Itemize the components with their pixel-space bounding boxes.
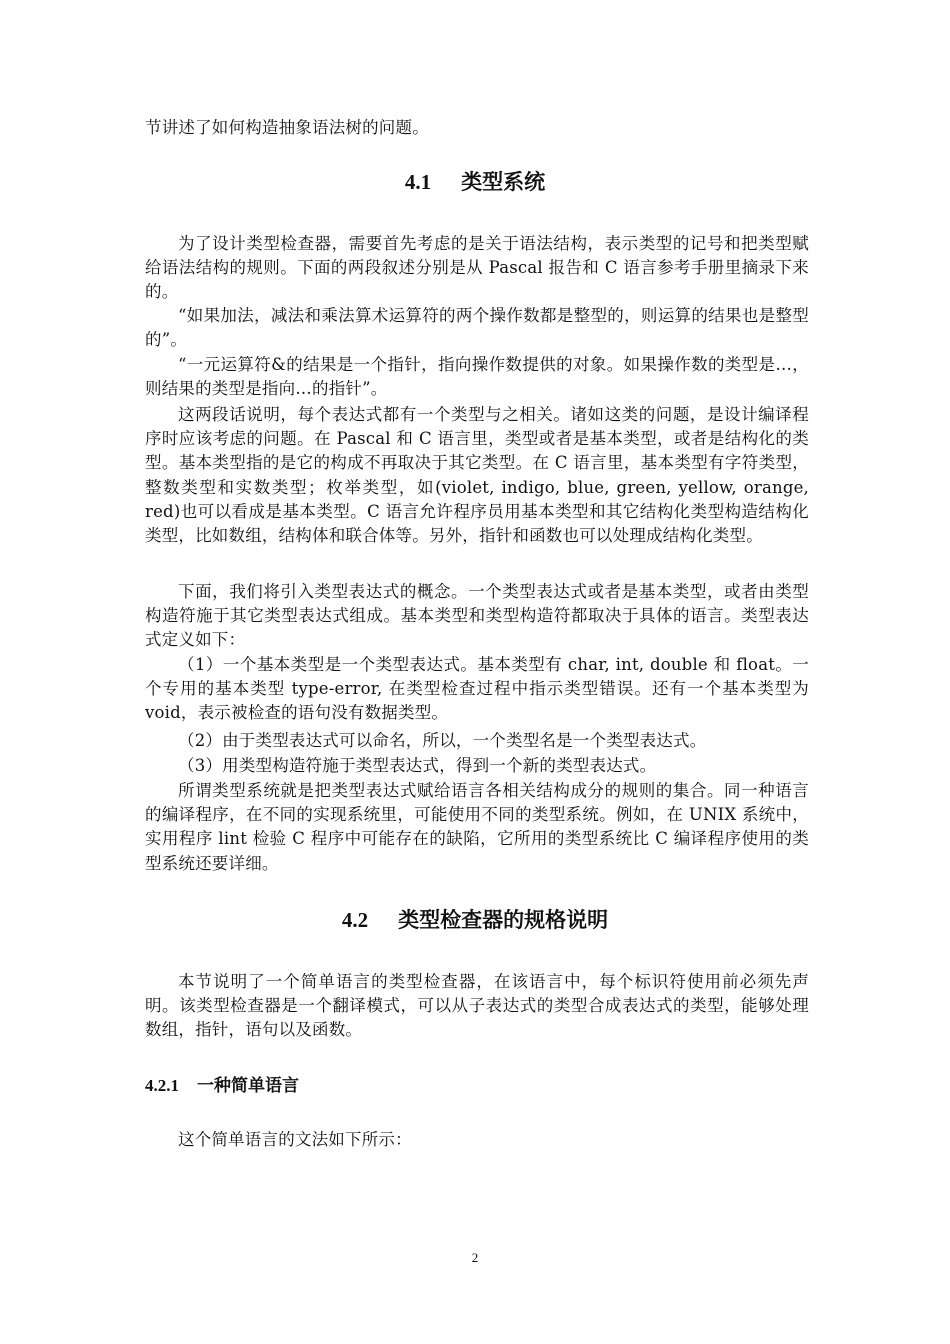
subsection-heading-4-2-1 — [145, 1074, 299, 1098]
paragraph: 下面，我们将引入类型表达式的概念。一个类型表达式或者是基本类型，或者由类型构造符施于其它类型表达式组成。基本类型和类型构造符都取决于具体的语言。类型表达式定义如下： — [145, 582, 809, 650]
paragraph: 为了设计类型检查器，需要首先考虑的是关于语法结构，表示类型的记号和把类型赋给语法结构的规则。下面的两段叙述分别是从 Pascal 报告和 C 语言参考手册里摘录下来的。 — [145, 234, 809, 302]
page-number: 2 — [471, 1250, 479, 1265]
section-number: 4.1 — [404, 170, 432, 194]
paragraph: 这个简单语言的文法如下所示： — [178, 1130, 412, 1149]
paragraph: “如果加法，减法和乘法算术运算符的两个操作数都是整型的，则运算的结果也是整型的”。 — [145, 306, 809, 350]
section-number: 4.2 — [341, 908, 369, 932]
top-fragment: 节讲述了如何构造抽象语法树的问题。 — [145, 118, 429, 137]
paragraph: 本节说明了一个简单语言的类型检查器，在该语言中，每个标识符使用前必须先声明。该类型检查器是一个翻译模式，可以从子表达式的类型合成表达式的类型，能够处理数组，指针，语句以及函数。 — [145, 972, 809, 1040]
paragraph: “一元运算符&的结果是一个指针，指向操作数提供的对象。如果操作数的类型是…，则结果的类型是指向…的指针”。 — [145, 355, 809, 399]
section-heading-4-2 — [0, 906, 950, 934]
paragraph: （1）一个基本类型是一个类型表达式。基本类型有 char, int, double 和 float。一个专用的基本类型 type-error, 在类型检查过程中指示类型错误。还有一个基本类型为 void，表示被检查的语句没有数据类型。 — [145, 655, 809, 723]
section-title: 类型系统 — [461, 169, 546, 194]
paragraph: 这两段话说明，每个表达式都有一个类型与之相关。诸如这类的问题，是设计编译程序时应该考虑的问题。在 Pascal 和 C 语言里，类型或者是基本类型，或者是结构化的类型。基本类型指的是它的构成不再取决于其它类型。在 C 语言里，基本类型有字符类型，整数类型和实数类型；枚举类型，如(violet, indigo, blue, green, yellow, orange, red)也可以看成是基本类型。C 语言允许程序员用基本类型和其它结构化类型构造结构化类型，比如数组，结构体和联合体等。另外，指针和函数也可以处理成结构化类型。 — [145, 405, 809, 546]
section-heading-4-1 — [0, 168, 950, 196]
paragraph: （3）用类型构造符施于类型表达式，得到一个新的类型表达式。 — [178, 756, 657, 775]
section-title: 类型检查器的规格说明 — [398, 907, 609, 932]
subsection-number: 4.2.1 — [145, 1076, 179, 1095]
paragraph: （2）由于类型表达式可以命名，所以，一个类型名是一个类型表达式。 — [178, 731, 707, 750]
subsection-title: 一种简单语言 — [197, 1076, 299, 1096]
paragraph: 所谓类型系统就是把类型表达式赋给语言各相关结构成分的规则的集合。同一种语言的编译程序，在不同的实现系统里，可能使用不同的类型系统。例如，在 UNIX 系统中，实用程序 lint 检验 C 程序中可能存在的缺陷，它所用的类型系统比 C 编译程序使用的类型系统还要详细。 — [145, 781, 809, 873]
